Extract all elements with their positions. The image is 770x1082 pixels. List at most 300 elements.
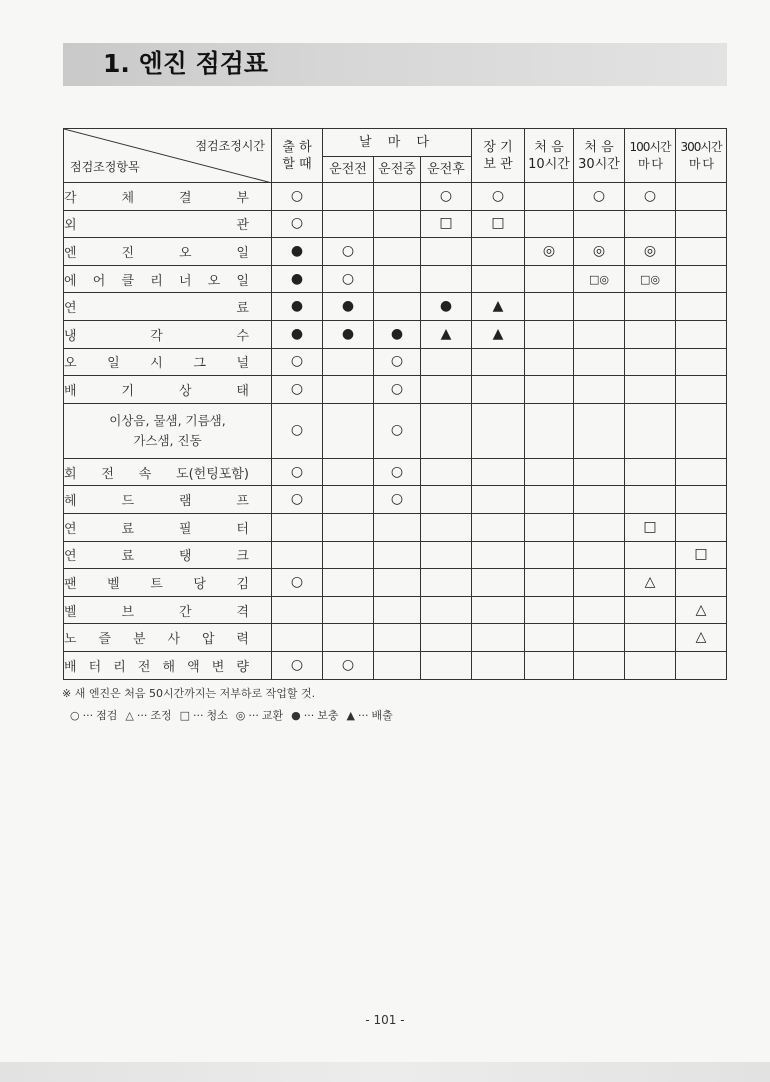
check-item-char: 김 [236,576,249,592]
check-item-label [64,210,272,238]
col-header-daily: 날 마 다 [323,129,472,157]
check-mark: □ [694,546,708,563]
mark-cell [323,348,374,376]
check-item-label [64,624,272,652]
mark-cell [676,596,727,624]
corner-time-label: 점검조정시간 [195,139,265,153]
check-item-char: 량 [236,659,249,675]
legend-label: 배출 [371,709,393,722]
legend-symbol: □ [179,708,191,722]
mark-cell [525,596,574,624]
legend-label: 교환 [261,709,284,722]
check-item-char: 료 [121,521,135,537]
check-mark: ▲ [440,325,452,342]
check-item-char: 분 [132,632,146,648]
check-item-char: 오 [178,245,192,261]
check-item-char: 어 [92,273,106,289]
mark-cell [374,596,421,624]
mark-cell [574,486,625,514]
mark-cell [272,238,323,266]
mark-cell [272,403,323,458]
legend-item [70,707,117,723]
check-mark: ○ [643,187,657,204]
mark-cell [323,293,374,321]
mark-cell [625,320,676,348]
check-mark: ◎ [643,242,657,259]
mark-cell [525,183,574,211]
mark-cell [374,376,421,404]
mark-cell [472,569,525,597]
check-item-char: 벨 [107,576,120,592]
legend-item [291,707,338,723]
check-item-label [64,293,272,321]
mark-cell [421,376,472,404]
mark-cell [676,348,727,376]
check-mark: ◎ [542,242,556,259]
check-item-char: 회 [64,466,77,482]
mark-cell [374,403,421,458]
mark-cell [574,376,625,404]
legend-item [347,707,393,723]
mark-cell [625,624,676,652]
mark-cell [472,486,525,514]
check-mark: □ [643,518,657,535]
check-mark: □ [491,215,505,232]
table-row [64,348,727,376]
check-mark: ○ [341,656,355,673]
mark-cell [323,458,374,486]
check-mark: ● [439,298,453,315]
legend-symbol: △ [125,708,134,722]
col-header-300h: 300시간 마 다 [676,129,727,183]
check-mark: ○ [390,353,404,370]
check-item-char: 도(헌팅포함) [176,466,249,482]
check-item-label [64,486,272,514]
mark-cell [472,403,525,458]
mark-cell [472,651,525,679]
mark-cell [472,348,525,376]
mark-cell [272,293,323,321]
mark-cell [625,265,676,293]
mark-cell [525,210,574,238]
legend [70,707,393,723]
check-item-label [64,596,272,624]
mark-cell [625,210,676,238]
mark-cell [421,569,472,597]
mark-cell [472,541,525,569]
check-item-char: 기 [121,383,135,399]
mark-cell [625,541,676,569]
check-mark: ● [290,325,304,342]
legend-symbol: ○ [70,708,80,722]
check-item-char: 램 [178,494,192,510]
check-mark: □◎ [589,272,609,286]
mark-cell [676,513,727,541]
mark-cell [421,541,472,569]
mark-cell [272,486,323,514]
legend-separator: ··· [358,708,369,722]
table-row [64,265,727,293]
check-mark: ○ [290,215,304,232]
mark-cell [472,376,525,404]
mark-cell [472,320,525,348]
mark-cell [323,596,374,624]
table-row [64,458,727,486]
table-row [64,183,727,211]
check-mark: ○ [290,463,304,480]
check-item-char: 벨 [64,604,77,620]
mark-cell [472,183,525,211]
check-mark: ○ [290,422,304,439]
mark-cell [574,320,625,348]
check-item-label [64,569,272,597]
mark-cell [272,265,323,293]
mark-cell [676,569,727,597]
mark-cell [676,210,727,238]
mark-cell [323,624,374,652]
table-row [64,486,727,514]
mark-cell [421,513,472,541]
check-mark: ○ [592,187,606,204]
check-item-char: 즐 [98,632,112,648]
check-item-label [64,403,272,458]
check-mark: ▲ [492,325,504,342]
table-row [64,238,727,266]
mark-cell [421,348,472,376]
legend-label: 조정 [150,709,172,722]
check-item-char: 그 [193,356,206,372]
mark-cell [525,320,574,348]
check-item-char: 부 [236,190,249,206]
check-item-char: 클 [121,273,135,289]
col-header-during: 운전중 [374,157,421,183]
check-item-char: 료 [121,549,135,565]
check-item-char: 진 [121,245,135,261]
mark-cell [374,183,421,211]
mark-cell [574,210,625,238]
check-item-label [64,651,272,679]
mark-cell [625,238,676,266]
bottom-strip [0,1062,770,1082]
page-number: - 101 - [365,1013,405,1027]
mark-cell [421,596,472,624]
mark-cell [525,376,574,404]
check-mark: ○ [290,353,304,370]
check-mark: ◎ [592,242,606,259]
mark-cell [525,458,574,486]
check-mark: ○ [390,380,404,397]
check-item-char: 변 [211,659,225,675]
mark-cell [625,596,676,624]
check-item-char: 상 [178,383,192,399]
mark-cell [272,348,323,376]
mark-cell [574,238,625,266]
check-item-char: 일 [107,356,120,372]
mark-cell [272,320,323,348]
mark-cell [676,624,727,652]
col-header-after: 운전후 [421,157,472,183]
mark-cell [472,596,525,624]
mark-cell [574,458,625,486]
check-mark: ○ [491,187,505,204]
legend-item [180,707,228,723]
check-item-char: 드 [121,494,135,510]
check-item-char: 해 [162,659,176,675]
mark-cell [374,293,421,321]
mark-cell [272,541,323,569]
col-header-first30: 처 음 30시간 [574,129,625,183]
check-mark: ● [290,270,304,287]
mark-cell [574,513,625,541]
mark-cell [574,624,625,652]
col-header-storage: 장 기 보 관 [472,129,525,183]
mark-cell [625,348,676,376]
check-mark: ● [290,242,304,259]
check-mark: ○ [290,573,304,590]
mark-cell [323,513,374,541]
mark-cell [472,624,525,652]
check-item-char: 태 [236,383,249,399]
mark-cell [421,320,472,348]
check-mark: ○ [390,491,404,508]
check-item-label [64,265,272,293]
mark-cell [676,458,727,486]
mark-cell [525,293,574,321]
check-item-label [64,513,272,541]
check-item-label [64,458,272,486]
mark-cell [323,183,374,211]
check-mark: ○ [290,491,304,508]
mark-cell [676,183,727,211]
mark-cell [374,320,421,348]
mark-cell [574,293,625,321]
mark-cell [323,210,374,238]
mark-cell [323,238,374,266]
check-mark: ○ [290,187,304,204]
mark-cell [676,320,727,348]
check-item-char: 너 [178,273,192,289]
mark-cell [472,458,525,486]
mark-cell [574,651,625,679]
check-item-char: 탱 [178,549,192,565]
check-item-char: 간 [178,604,192,620]
check-item-char: 리 [113,659,126,675]
table-row [64,320,727,348]
header-corner-cell [64,129,272,183]
check-mark: △ [695,629,707,646]
check-item-char: 연 [64,521,77,537]
legend-separator: ··· [193,708,204,722]
mark-cell [574,403,625,458]
check-mark: □ [439,215,453,232]
mark-cell [625,403,676,458]
mark-cell [374,458,421,486]
mark-cell [323,541,374,569]
legend-symbol: ◎ [235,708,246,722]
check-item-char: 사 [167,632,181,648]
check-item-char: 브 [121,604,135,620]
mark-cell [676,265,727,293]
mark-cell [374,624,421,652]
check-item-label [64,238,272,266]
table-row [64,541,727,569]
mark-cell [323,569,374,597]
check-item-char: 연 [64,549,77,565]
check-mark: ○ [290,656,304,673]
footnote: ※ 새 엔진은 처음 50시간까지는 저부하로 작업할 것. [62,687,316,700]
mark-cell [323,376,374,404]
check-mark: □◎ [640,272,660,286]
check-item-char: 크 [236,549,249,565]
check-mark: ● [290,298,304,315]
check-item-char: 배 [64,659,77,675]
legend-separator: ··· [82,708,94,722]
check-item-char: 력 [236,632,249,648]
mark-cell [421,651,472,679]
mark-cell [421,238,472,266]
check-mark: ○ [341,242,355,259]
mark-cell [676,403,727,458]
check-item-char: 냉 [64,328,77,344]
mark-cell [323,651,374,679]
mark-cell [323,320,374,348]
mark-cell [272,458,323,486]
check-item-char: 전 [137,659,151,675]
mark-cell [472,293,525,321]
mark-cell [625,293,676,321]
mark-cell [374,238,421,266]
mark-cell [625,458,676,486]
mark-cell [625,183,676,211]
check-item-char: 배 [64,383,77,399]
mark-cell [525,265,574,293]
mark-cell [625,486,676,514]
mark-cell [525,486,574,514]
check-item-char: 체 [121,190,135,206]
mark-cell [272,183,323,211]
check-item-char: 에 [64,273,77,289]
mark-cell [421,183,472,211]
check-mark: △ [644,573,656,590]
corner-item-label: 점검조정항목 [70,160,140,174]
legend-item [236,707,283,723]
legend-label: 청소 [206,709,228,722]
mark-cell [374,348,421,376]
check-item-char: 격 [236,604,249,620]
check-item-label [64,320,272,348]
mark-cell [374,210,421,238]
legend-label: 보충 [317,709,339,722]
mark-cell [676,376,727,404]
table-row [64,376,727,404]
legend-symbol: ● [291,708,301,722]
mark-cell [676,293,727,321]
mark-cell [625,569,676,597]
engine-check-table [63,128,727,680]
mark-cell [272,569,323,597]
mark-cell [374,513,421,541]
mark-cell [421,458,472,486]
mark-cell [421,293,472,321]
mark-cell [525,238,574,266]
mark-cell [676,541,727,569]
mark-cell [574,265,625,293]
check-item-char: 엔 [64,245,77,261]
mark-cell [676,238,727,266]
check-item-char: 당 [193,576,206,592]
mark-cell [374,541,421,569]
check-item-char: 필 [178,521,192,537]
check-item-char: 널 [236,356,249,372]
mark-cell [421,624,472,652]
table-row [64,293,727,321]
mark-cell [625,376,676,404]
check-item-char: 프 [236,494,249,510]
mark-cell [525,651,574,679]
check-mark: ○ [290,380,304,397]
mark-cell [272,513,323,541]
mark-cell [272,651,323,679]
mark-cell [421,403,472,458]
table-row [64,624,727,652]
mark-cell [676,486,727,514]
mark-cell [472,238,525,266]
table-row [64,596,727,624]
check-mark: ○ [341,270,355,287]
check-mark: ● [341,325,355,342]
table-row [64,403,727,458]
col-header-ship: 출 하 할 때 [272,129,323,183]
mark-cell [525,513,574,541]
check-mark: △ [695,601,707,618]
mark-cell [374,651,421,679]
check-item-text: 이상음, 물샘, 기름샘, 가스샘, 진동 [109,412,226,448]
mark-cell [421,486,472,514]
col-header-before: 운전전 [323,157,374,183]
legend-separator: ··· [248,708,259,722]
check-item-char: 결 [178,190,192,206]
check-item-char: 연 [64,301,77,317]
legend-symbol: ▲ [346,708,355,722]
check-item-char: 일 [236,245,249,261]
page-title: 1. 엔진 점검표 [103,49,269,78]
mark-cell [472,513,525,541]
check-item-char: 헤 [64,494,77,510]
check-item-char: 전 [101,466,114,482]
check-item-label [64,376,272,404]
col-header-first10: 처 음 10시간 [525,129,574,183]
mark-cell [272,376,323,404]
mark-cell [525,541,574,569]
mark-cell [374,569,421,597]
mark-cell [574,569,625,597]
check-item-label [64,348,272,376]
mark-cell [374,265,421,293]
check-item-char: 각 [150,328,163,344]
mark-cell [525,624,574,652]
mark-cell [272,624,323,652]
check-item-char: 시 [150,356,163,372]
mark-cell [525,569,574,597]
mark-cell [472,210,525,238]
table-row [64,513,727,541]
mark-cell [574,183,625,211]
check-item-char: 오 [64,356,77,372]
check-item-char: 터 [88,659,102,675]
check-item-char: 노 [64,632,77,648]
legend-separator: ··· [303,708,315,722]
mark-cell [323,486,374,514]
